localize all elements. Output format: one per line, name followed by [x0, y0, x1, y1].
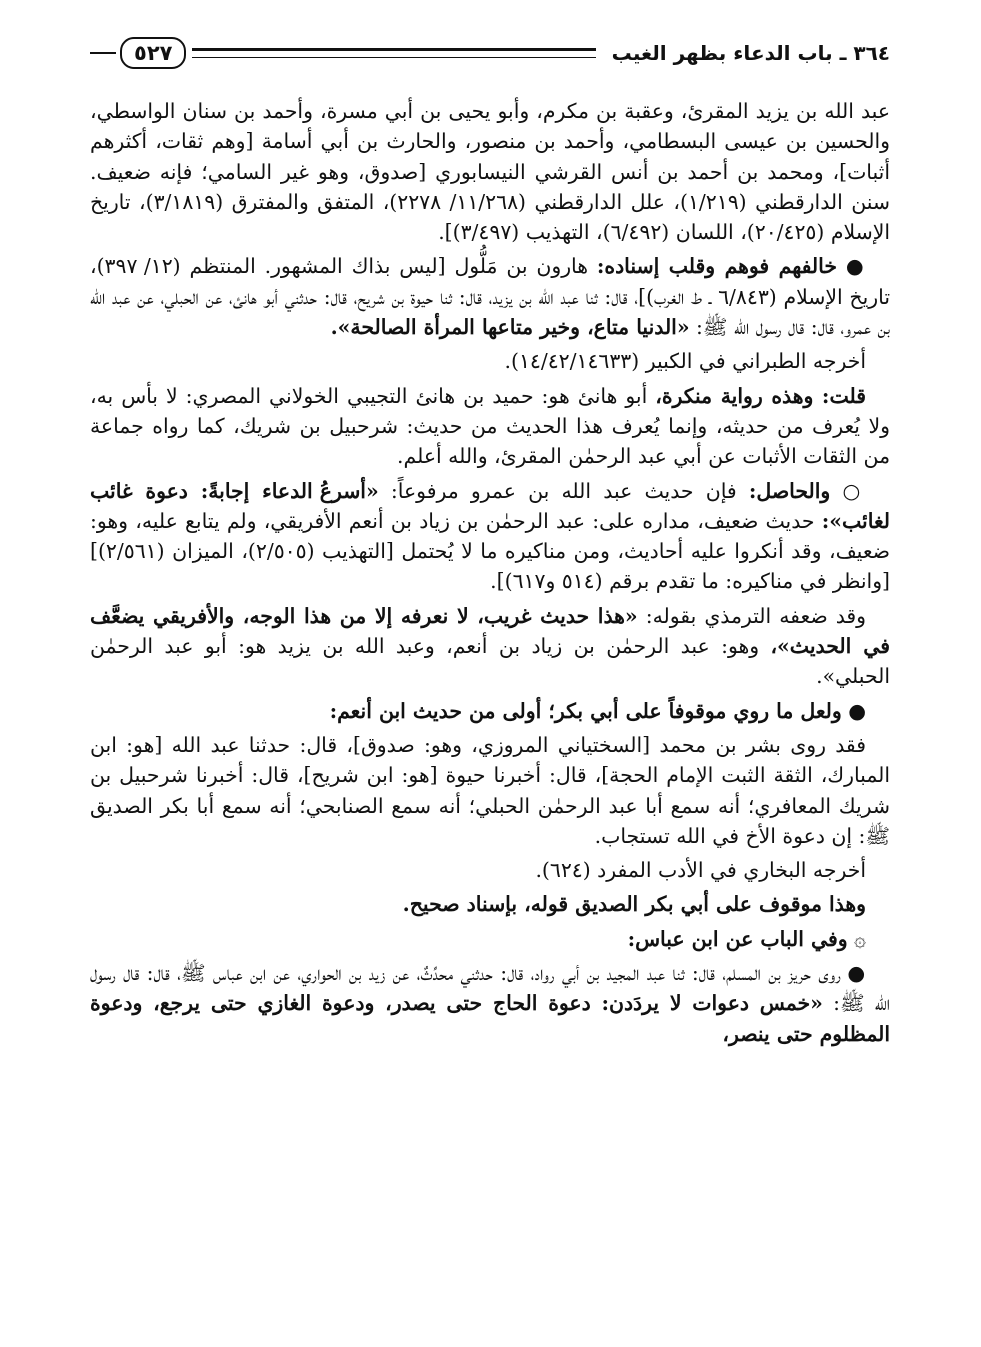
- paragraph-2: [90, 251, 890, 342]
- paragraph-1: عبد الله بن يزيد المقرئ، وعقبة بن مكرم، وأبو يحيى بن أبي مسرة، وأحمد بن سنان الواسطي، والحسين بن عيسى البسطامي، وأحمد بن منصور، والحارث بن أبي أسامة [وهم ثقات، أكثرهم أثبات]، ومحمد بن أحمد بن أنس القرشي النيسابوري [صدوق، وهو غير السامي؛ فإنه ضعيف. سنن الدارقطني (١/٢١٩)، علل الدارقطني (١١/٢٦٨/ ٢٢٧٨)، المتفق والمفترق (٣/١٨١٩)، تاريخ الإسلام (٢٠/٤٢٥)، اللسان (٦/٤٩٢)، التهذيب (٣/٤٩٧)].: [90, 99, 890, 245]
- paragraph-6-text-b: وهو: عبد الرحمٰن بن زياد بن أنعم، وعبد الله بن يزيد هو: أبو عبد الرحمٰن الحبلي».: [90, 634, 890, 689]
- bullet-icon: ●: [847, 961, 866, 986]
- paragraph-12-hadith: «خمس دعوات لا يردَدن: دعوة الحاج حتى يصدر، ودعوة الغازي حتى يرجع، ودعوة المظلوم حتى ينصر،: [90, 991, 890, 1046]
- header-rule: [192, 48, 595, 58]
- paragraph-5-lead: والحاصل:: [748, 478, 831, 503]
- paragraph-7: [90, 696, 890, 726]
- paragraph-2-text: هارون بن مَلُّول [ليس بذاك المشهور. المنتظم (١٢/ ٣٩٧)، تاريخ الإسلام (٦/٨٤٣ ـ ط الغرب)]، قال: ثنا عبد الله بن يزيد، قال: ثنا حيوة بن شريح، قال: حدثني أبو هانئ، عن الحبلي، عن عبد الله بن عمرو، قال: قال رسول الله ﷺ:: [90, 254, 890, 340]
- paragraph-6-quote: «هذا حديث غريب، لا نعرفه إلا من هذا الوجه، والأفريقي يضعَّف في الحديث»،: [90, 603, 890, 659]
- paragraph-12: [90, 958, 890, 1049]
- paragraph-2-lead: خالفهم فوهم وقلب إسناده:: [596, 254, 837, 279]
- page-header: [90, 28, 890, 78]
- paragraph-10: وهذا موقوف على أبي بكر الصديق قوله، بإسناد صحيح.: [402, 892, 866, 917]
- page-body: [90, 96, 890, 1053]
- paragraph-8: فقد روى بشر بن محمد [السختياني المروزي، وهو: صدوق]، قال: حدثنا عبد الله [هو: ابن المبارك، الثقة الثبت الإمام الحجة]، قال: أخبرنا حيوة [هو: ابن شريح]، قال: أخبرنا شرحبيل بن شريك المعافري؛ أنه سمع أبا عبد الرحمٰن الحبلي؛ أنه سمع الصنابحي؛ أنه سمع أبا بكر الصديق ﷺ: إن دعوة الأخ في الله تستجاب.: [90, 732, 890, 848]
- paragraph-4-text: أبو هانئ هو: حميد بن هانئ التجيبي الخولاني المصري: لا بأس به، ولا يُعرف من حديثه، وإنما يُعرف هذا الحديث من حديث: شرحبيل بن شريك، كما رواه جماعة من الثقات الأثبات عن أبي عبد الرحمٰن المقرئ، والله أعلم.: [90, 383, 890, 469]
- running-title: ٣٦٤ ـ باب الدعاء بظهر الغيب: [611, 41, 890, 65]
- paragraph-6-text-a: وقد ضعفه الترمذي بقوله:: [637, 603, 866, 628]
- paragraph-5: [90, 476, 890, 597]
- paragraph-4: [90, 381, 890, 472]
- page-number: ٥٢٧: [120, 37, 186, 69]
- paragraph-9: أخرجه البخاري في الأدب المفرد (٦٢٤).: [535, 858, 866, 883]
- paragraph-4-lead: قلت: وهذه رواية منكرة،: [655, 383, 866, 408]
- section-marker-icon: ۞: [854, 926, 866, 951]
- circle-bullet-icon: ○: [842, 478, 866, 503]
- paragraph-2-hadith: «الدنيا متاع، وخير متاعها المرأة الصالحة».: [330, 315, 690, 340]
- header-dash: [90, 52, 116, 54]
- paragraph-3: أخرجه الطبراني في الكبير (١٤/٤٢/١٤٦٣٣).: [504, 349, 866, 374]
- paragraph-5-hadith: «أسرعُ الدعاء إجابةً: دعوة غائب لغائب»:: [90, 478, 890, 533]
- paragraph-6: [90, 601, 890, 692]
- paragraph-12-text: روى حريز بن المسلم، قال: ثنا عبد المجيد بن أبي رواد، قال: حدثني محدِّثٌ، عن زيد بن الحواري، عن ابن عباس ﷺ، قال: قال رسول الله ﷺ:: [90, 961, 891, 1016]
- paragraph-5-text-b: حديث ضعيف، مداره على: عبد الرحمٰن بن زياد بن أنعم الأفريقي، ولم يتابع عليه، وهو: ضعيف، وقد أنكروا عليه أحاديث، ومن مناكيره ما لا يُحتمل [التهذيب (٢/٥٠٥)، الميزان (٢/٥٦١)] [وانظر في مناكيره: ما تقدم برقم (٥١٤ و٦١٧)].: [90, 508, 890, 594]
- paragraph-5-text-a: فإن حديث عبد الله بن عمرو مرفوعاً:: [378, 478, 749, 503]
- paragraph-7-heading: ولعل ما روي موقوفاً على أبي بكر؛ أولى من حديث ابن أنعم:: [329, 698, 842, 723]
- paragraph-11: [90, 924, 890, 954]
- paragraph-11-heading: وفي الباب عن ابن عباس:: [627, 926, 848, 951]
- bullet-icon: ●: [848, 698, 866, 723]
- bullet-icon: ●: [845, 254, 866, 279]
